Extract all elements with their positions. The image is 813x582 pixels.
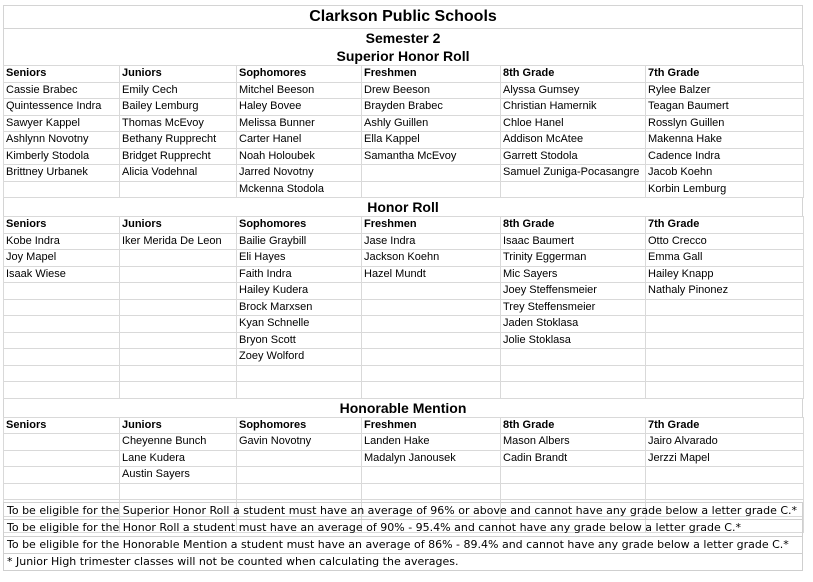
student-cell: Teagan Baumert — [646, 99, 804, 116]
student-cell — [362, 365, 501, 382]
student-cell: Sawyer Kappel — [4, 115, 120, 132]
student-cell — [646, 316, 804, 333]
student-cell — [362, 332, 501, 349]
student-cell — [646, 467, 804, 484]
student-cell — [237, 365, 362, 382]
student-cell — [646, 349, 804, 366]
section-table — [3, 216, 804, 399]
student-cell: Eli Hayes — [237, 250, 362, 267]
student-cell — [120, 266, 237, 283]
student-cell — [501, 483, 646, 500]
student-cell — [501, 365, 646, 382]
student-cell: Iker Merida De Leon — [120, 233, 237, 250]
column-header: 8th Grade — [501, 417, 646, 434]
student-cell: Otto Crecco — [646, 233, 804, 250]
section-title: Honorable Mention — [3, 399, 803, 417]
student-cell: Cassie Brabec — [4, 82, 120, 99]
student-cell — [4, 467, 120, 484]
student-cell: Isaac Baumert — [501, 233, 646, 250]
student-cell: Bethany Rupprecht — [120, 132, 237, 149]
column-header: Seniors — [4, 217, 120, 234]
student-cell — [362, 283, 501, 300]
student-cell — [646, 483, 804, 500]
student-cell: Jarred Novotny — [237, 165, 362, 182]
student-cell: Bridget Rupprecht — [120, 148, 237, 165]
note-honor: To be eligible for the Honor Roll a student must have an average of 90% - 95.4% and cannot have any grade below a letter grade C.* — [3, 520, 803, 537]
column-header-row — [4, 217, 804, 234]
section-table — [3, 65, 804, 198]
student-cell: Brayden Brabec — [362, 99, 501, 116]
table-row — [4, 250, 804, 267]
student-cell — [362, 483, 501, 500]
student-cell: Jerzzi Mapel — [646, 450, 804, 467]
table-row — [4, 332, 804, 349]
column-header: Freshmen — [362, 66, 501, 83]
student-cell — [120, 181, 237, 198]
note-superior: To be eligible for the Superior Honor Roll a student must have an average of 96% or above and cannot have any grade below a letter grade C.* — [3, 502, 803, 520]
student-cell — [501, 467, 646, 484]
student-cell: Kobe Indra — [4, 233, 120, 250]
student-cell: Jaden Stoklasa — [501, 316, 646, 333]
student-cell: Brittney Urbanek — [4, 165, 120, 182]
student-cell: Nathaly Pinonez — [646, 283, 804, 300]
student-cell — [646, 365, 804, 382]
note-mention: To be eligible for the Honorable Mention a student must have an average of 86% - 89.4% and cannot have any grade below a letter grade C.* — [3, 537, 803, 554]
sections-container — [3, 47, 803, 533]
table-row — [4, 316, 804, 333]
table-row — [4, 283, 804, 300]
student-cell — [362, 316, 501, 333]
semester-title: Semester 2 — [3, 28, 803, 47]
column-header-row — [4, 66, 804, 83]
student-cell: Kimberly Stodola — [4, 148, 120, 165]
student-cell: Jolie Stoklasa — [501, 332, 646, 349]
student-cell: Gavin Novotny — [237, 434, 362, 451]
student-cell — [120, 283, 237, 300]
section-title: Honor Roll — [3, 198, 803, 216]
student-cell — [237, 483, 362, 500]
student-cell — [646, 382, 804, 399]
student-cell: Brock Marxsen — [237, 299, 362, 316]
student-cell — [501, 349, 646, 366]
student-cell — [120, 250, 237, 267]
table-row — [4, 365, 804, 382]
student-cell: Jase Indra — [362, 233, 501, 250]
column-header: 7th Grade — [646, 66, 804, 83]
student-cell: Jackson Koehn — [362, 250, 501, 267]
column-header: 8th Grade — [501, 217, 646, 234]
student-cell: Trey Steffensmeier — [501, 299, 646, 316]
student-cell — [4, 382, 120, 399]
eligibility-notes — [3, 502, 803, 571]
student-cell — [4, 316, 120, 333]
table-row — [4, 483, 804, 500]
student-cell: Cadence Indra — [646, 148, 804, 165]
student-cell — [4, 349, 120, 366]
student-cell: Thomas McEvoy — [120, 115, 237, 132]
table-row — [4, 115, 804, 132]
table-row — [4, 467, 804, 484]
table-row — [4, 82, 804, 99]
student-cell: Emma Gall — [646, 250, 804, 267]
column-header: Juniors — [120, 217, 237, 234]
table-row — [4, 181, 804, 198]
student-cell: Hailey Kudera — [237, 283, 362, 300]
student-cell — [362, 382, 501, 399]
student-cell: Samantha McEvoy — [362, 148, 501, 165]
table-row — [4, 99, 804, 116]
student-cell: Jairo Alvarado — [646, 434, 804, 451]
student-cell — [4, 332, 120, 349]
student-cell: Ella Kappel — [362, 132, 501, 149]
student-cell — [501, 382, 646, 399]
student-cell: Bailey Lemburg — [120, 99, 237, 116]
table-row — [4, 434, 804, 451]
student-cell — [120, 349, 237, 366]
student-cell: Zoey Wolford — [237, 349, 362, 366]
student-cell — [237, 382, 362, 399]
student-cell: Faith Indra — [237, 266, 362, 283]
student-cell — [120, 483, 237, 500]
column-header: Juniors — [120, 66, 237, 83]
student-cell: Hailey Knapp — [646, 266, 804, 283]
student-cell — [120, 332, 237, 349]
student-cell: Joey Steffensmeier — [501, 283, 646, 300]
student-cell — [120, 316, 237, 333]
table-row — [4, 132, 804, 149]
column-header: Seniors — [4, 66, 120, 83]
student-cell — [4, 181, 120, 198]
student-cell — [362, 349, 501, 366]
school-title: Clarkson Public Schools — [3, 5, 803, 28]
student-cell: Landen Hake — [362, 434, 501, 451]
student-cell: Isaak Wiese — [4, 266, 120, 283]
column-header: Freshmen — [362, 417, 501, 434]
table-row — [4, 266, 804, 283]
student-cell — [4, 450, 120, 467]
student-cell: Noah Holoubek — [237, 148, 362, 165]
student-cell: Bailie Graybill — [237, 233, 362, 250]
student-cell — [362, 181, 501, 198]
student-cell: Korbin Lemburg — [646, 181, 804, 198]
student-cell — [237, 467, 362, 484]
student-cell — [362, 165, 501, 182]
student-cell: Quintessence Indra — [4, 99, 120, 116]
table-row — [4, 165, 804, 182]
student-cell — [4, 283, 120, 300]
column-header: Sophomores — [237, 417, 362, 434]
student-cell — [4, 365, 120, 382]
table-row — [4, 233, 804, 250]
student-cell: Ashlynn Novotny — [4, 132, 120, 149]
column-header: 7th Grade — [646, 417, 804, 434]
column-header: Sophomores — [237, 66, 362, 83]
student-cell — [120, 299, 237, 316]
column-header: Sophomores — [237, 217, 362, 234]
student-cell: Austin Sayers — [120, 467, 237, 484]
table-row — [4, 382, 804, 399]
honor-roll-sheet — [3, 5, 803, 533]
student-cell — [4, 299, 120, 316]
student-cell: Madalyn Janousek — [362, 450, 501, 467]
student-cell: Ashly Guillen — [362, 115, 501, 132]
student-cell — [646, 332, 804, 349]
student-cell: Trinity Eggerman — [501, 250, 646, 267]
student-cell: Bryon Scott — [237, 332, 362, 349]
student-cell: Samuel Zuniga-Pocasangre — [501, 165, 646, 182]
student-cell: Rosslyn Guillen — [646, 115, 804, 132]
student-cell — [501, 181, 646, 198]
student-cell: Garrett Stodola — [501, 148, 646, 165]
student-cell: Joy Mapel — [4, 250, 120, 267]
table-row — [4, 349, 804, 366]
section-title: Superior Honor Roll — [3, 47, 803, 65]
student-cell: Mckenna Stodola — [237, 181, 362, 198]
student-cell: Drew Beeson — [362, 82, 501, 99]
student-cell: Lane Kudera — [120, 450, 237, 467]
student-cell: Emily Cech — [120, 82, 237, 99]
student-cell: Christian Hamernik — [501, 99, 646, 116]
student-cell: Carter Hanel — [237, 132, 362, 149]
student-cell: Melissa Bunner — [237, 115, 362, 132]
student-cell — [4, 483, 120, 500]
column-header: 8th Grade — [501, 66, 646, 83]
student-cell: Hazel Mundt — [362, 266, 501, 283]
column-header-row — [4, 417, 804, 434]
student-cell — [646, 299, 804, 316]
column-header: 7th Grade — [646, 217, 804, 234]
student-cell — [362, 299, 501, 316]
student-cell: Jacob Koehn — [646, 165, 804, 182]
student-cell: Mitchel Beeson — [237, 82, 362, 99]
student-cell: Mic Sayers — [501, 266, 646, 283]
student-cell — [4, 434, 120, 451]
student-cell: Haley Bovee — [237, 99, 362, 116]
student-cell: Chloe Hanel — [501, 115, 646, 132]
student-cell: Mason Albers — [501, 434, 646, 451]
student-cell: Cheyenne Bunch — [120, 434, 237, 451]
student-cell — [120, 365, 237, 382]
table-row — [4, 299, 804, 316]
student-cell: Makenna Hake — [646, 132, 804, 149]
student-cell: Cadin Brandt — [501, 450, 646, 467]
student-cell — [362, 467, 501, 484]
student-cell: Rylee Balzer — [646, 82, 804, 99]
column-header: Freshmen — [362, 217, 501, 234]
note-trimester: * Junior High trimester classes will not be counted when calculating the averages. — [3, 554, 803, 571]
student-cell: Addison McAtee — [501, 132, 646, 149]
table-row — [4, 450, 804, 467]
column-header: Juniors — [120, 417, 237, 434]
student-cell — [237, 450, 362, 467]
student-cell — [120, 382, 237, 399]
table-row — [4, 148, 804, 165]
column-header: Seniors — [4, 417, 120, 434]
student-cell: Kyan Schnelle — [237, 316, 362, 333]
student-cell: Alicia Vodehnal — [120, 165, 237, 182]
student-cell: Alyssa Gumsey — [501, 82, 646, 99]
